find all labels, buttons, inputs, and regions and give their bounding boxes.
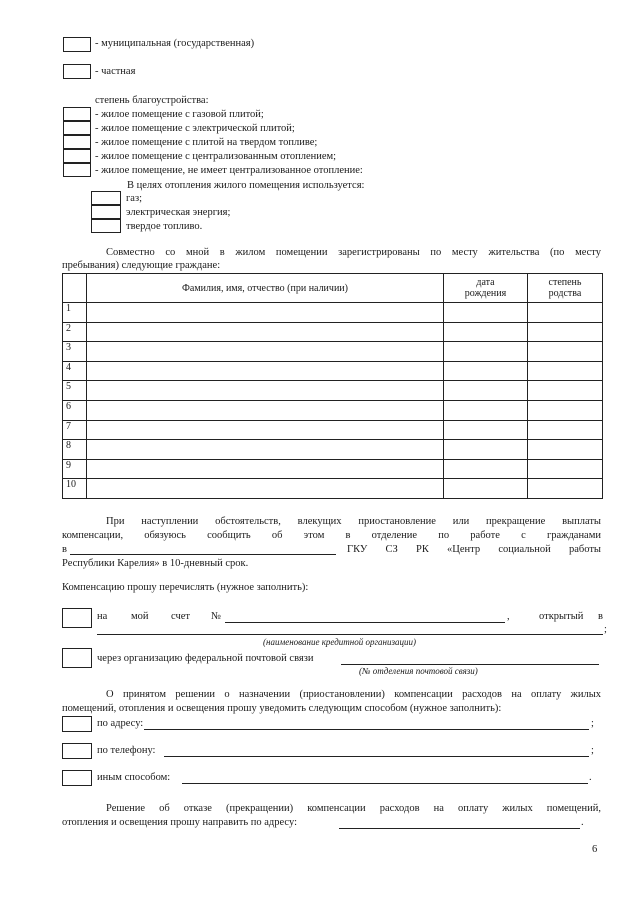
solid-fuel-checkbox[interactable] bbox=[63, 135, 91, 149]
dob-cell[interactable] bbox=[444, 479, 528, 499]
gas-stove-checkbox[interactable] bbox=[63, 107, 91, 121]
bank-name-field[interactable] bbox=[97, 634, 603, 635]
notify-address-field[interactable] bbox=[144, 729, 589, 730]
account-on-label: на bbox=[97, 611, 108, 622]
row-number: 8 bbox=[63, 440, 87, 460]
name-cell[interactable] bbox=[87, 381, 444, 401]
account-number-field[interactable] bbox=[225, 622, 505, 623]
payment-title: Компенсацию прошу перечислять (нужное заполнить): bbox=[62, 582, 309, 593]
row-number: 4 bbox=[63, 361, 87, 381]
table-row bbox=[63, 479, 603, 499]
dob-cell[interactable] bbox=[444, 459, 528, 479]
private-checkbox[interactable] bbox=[63, 64, 91, 79]
bank-caption: (наименование кредитной организации) bbox=[263, 637, 416, 647]
table-row bbox=[63, 342, 603, 362]
bank-account-checkbox[interactable] bbox=[62, 608, 92, 628]
obligation-line3-end: ГКУ СЗ РК «Центр социальной работы bbox=[347, 544, 601, 555]
obligation-line1: При наступлении обстоятельств, влекущих приостановление или прекращение выплаты bbox=[106, 516, 601, 527]
table-row bbox=[63, 459, 603, 479]
name-cell[interactable] bbox=[87, 342, 444, 362]
table-row bbox=[63, 303, 603, 323]
kinship-cell[interactable] bbox=[528, 361, 603, 381]
kinship-cell[interactable] bbox=[528, 440, 603, 460]
registered-intro-line1: Совместно со мной в жилом помещении зарегистрированы по месту жительства (по месту bbox=[106, 247, 601, 258]
name-cell[interactable] bbox=[87, 459, 444, 479]
row-number: 6 bbox=[63, 400, 87, 420]
electric-stove-checkbox[interactable] bbox=[63, 121, 91, 135]
name-cell[interactable] bbox=[87, 479, 444, 499]
account-my-label: мой bbox=[131, 611, 149, 622]
notify-other-label: иным способом: bbox=[97, 772, 171, 783]
account-opened-label: открытый bbox=[539, 611, 584, 622]
registered-persons-table bbox=[62, 273, 603, 499]
notify-address-checkbox[interactable] bbox=[62, 716, 92, 732]
notify-phone-label: по телефону: bbox=[97, 745, 156, 756]
account-comma: , bbox=[507, 611, 510, 622]
registered-intro-line2: пребывания) следующие граждане: bbox=[62, 260, 221, 271]
obligation-line2: компенсации, обязуюсь сообщить об этом в отделение по работе с гражданами bbox=[62, 530, 601, 541]
name-cell[interactable] bbox=[87, 420, 444, 440]
notify-other-period: . bbox=[589, 772, 592, 783]
page-number: 6 bbox=[592, 844, 598, 855]
table-row bbox=[63, 361, 603, 381]
kinship-cell[interactable] bbox=[528, 381, 603, 401]
post-office-label: через организацию федеральной почтовой связи bbox=[97, 653, 314, 664]
notify-address-label: по адресу: bbox=[97, 718, 144, 729]
heating-gas-checkbox[interactable] bbox=[91, 191, 121, 205]
name-cell[interactable] bbox=[87, 440, 444, 460]
comfort-title: степень благоустройства: bbox=[95, 95, 209, 106]
refusal-period: . bbox=[581, 817, 584, 828]
refusal-line2: отопления и освещения прошу направить по адресу: bbox=[62, 817, 297, 828]
central-heating-checkbox[interactable] bbox=[63, 149, 91, 163]
refusal-line1: Решение об отказе (прекращении) компенсации расходов на оплату жилых помещений, bbox=[106, 803, 601, 814]
post-office-checkbox[interactable] bbox=[62, 648, 92, 668]
table-header-row bbox=[63, 274, 603, 303]
table-row bbox=[63, 400, 603, 420]
table-row bbox=[63, 420, 603, 440]
row-number: 2 bbox=[63, 322, 87, 342]
row-number: 9 bbox=[63, 459, 87, 479]
comfort-item-solid-fuel: - жилое помещение с плитой на твердом топливе; bbox=[95, 137, 318, 148]
kinship-cell[interactable] bbox=[528, 303, 603, 323]
table-row bbox=[63, 381, 603, 401]
notify-line1: О принятом решении о назначении (приостановлении) компенсации расходов на оплату жилых bbox=[106, 689, 601, 700]
comfort-item-no-central: - жилое помещение, не имеет централизованное отопление: bbox=[95, 165, 363, 176]
header-dob: дата рождения bbox=[444, 274, 528, 303]
municipal-label: - муниципальная (государственная) bbox=[95, 38, 255, 49]
name-cell[interactable] bbox=[87, 361, 444, 381]
obligation-line3-start: в bbox=[62, 544, 67, 555]
dob-cell[interactable] bbox=[444, 420, 528, 440]
comfort-item-gas: - жилое помещение с газовой плитой; bbox=[95, 109, 264, 120]
obligation-line4: Республики Карелия» в 10-дневный срок. bbox=[62, 558, 249, 569]
bank-semicolon: ; bbox=[604, 624, 607, 635]
notify-phone-checkbox[interactable] bbox=[62, 743, 92, 759]
notify-other-checkbox[interactable] bbox=[62, 770, 92, 786]
account-number-sign: № bbox=[211, 611, 222, 622]
notify-phone-semicolon: ; bbox=[591, 745, 594, 756]
row-number: 3 bbox=[63, 342, 87, 362]
notify-phone-field[interactable] bbox=[164, 756, 589, 757]
municipal-checkbox[interactable] bbox=[63, 37, 91, 52]
header-kinship: степень родства bbox=[528, 274, 603, 303]
heating-electric-label: электрическая энергия; bbox=[126, 207, 231, 218]
row-number: 7 bbox=[63, 420, 87, 440]
name-cell[interactable] bbox=[87, 400, 444, 420]
kinship-cell[interactable] bbox=[528, 479, 603, 499]
name-cell[interactable] bbox=[87, 303, 444, 323]
account-acc-label: счет bbox=[171, 611, 190, 622]
table-row bbox=[63, 440, 603, 460]
header-number bbox=[63, 274, 87, 303]
dob-cell[interactable] bbox=[444, 342, 528, 362]
notify-other-field[interactable] bbox=[182, 783, 588, 784]
row-number: 1 bbox=[63, 303, 87, 323]
dob-cell[interactable] bbox=[444, 361, 528, 381]
dob-cell[interactable] bbox=[444, 303, 528, 323]
post-office-caption: (№ отделения почтовой связи) bbox=[359, 666, 478, 676]
notify-line2: помещений, отопления и освещения прошу уведомить следующим способом (нужное заполнить): bbox=[62, 703, 502, 714]
name-cell[interactable] bbox=[87, 322, 444, 342]
heating-gas-label: газ; bbox=[126, 193, 143, 204]
kinship-cell[interactable] bbox=[528, 342, 603, 362]
dob-cell[interactable] bbox=[444, 440, 528, 460]
comfort-item-electric: - жилое помещение с электрической плитой; bbox=[95, 123, 295, 134]
table-row bbox=[63, 322, 603, 342]
account-in-label: в bbox=[598, 611, 603, 622]
no-central-heating-checkbox[interactable] bbox=[63, 163, 91, 177]
kinship-cell[interactable] bbox=[528, 322, 603, 342]
kinship-cell[interactable] bbox=[528, 400, 603, 420]
refusal-address-field[interactable] bbox=[339, 828, 580, 829]
row-number: 10 bbox=[63, 479, 87, 499]
kinship-cell[interactable] bbox=[528, 420, 603, 440]
dob-cell[interactable] bbox=[444, 400, 528, 420]
private-label: - частная bbox=[95, 66, 136, 77]
kinship-cell[interactable] bbox=[528, 459, 603, 479]
heating-solid-label: твердое топливо. bbox=[126, 221, 203, 232]
dob-cell[interactable] bbox=[444, 381, 528, 401]
row-number: 5 bbox=[63, 381, 87, 401]
heating-solid-checkbox[interactable] bbox=[91, 219, 121, 233]
header-name: Фамилия, имя, отчество (при наличии) bbox=[87, 274, 444, 303]
post-office-field[interactable] bbox=[341, 664, 599, 665]
comfort-item-central: - жилое помещение с централизованным отоплением; bbox=[95, 151, 337, 162]
heating-electric-checkbox[interactable] bbox=[91, 205, 121, 219]
dob-cell[interactable] bbox=[444, 322, 528, 342]
heating-title: В целях отопления жилого помещения используется: bbox=[127, 180, 365, 191]
department-field[interactable] bbox=[70, 554, 336, 555]
notify-address-semicolon: ; bbox=[591, 718, 594, 729]
